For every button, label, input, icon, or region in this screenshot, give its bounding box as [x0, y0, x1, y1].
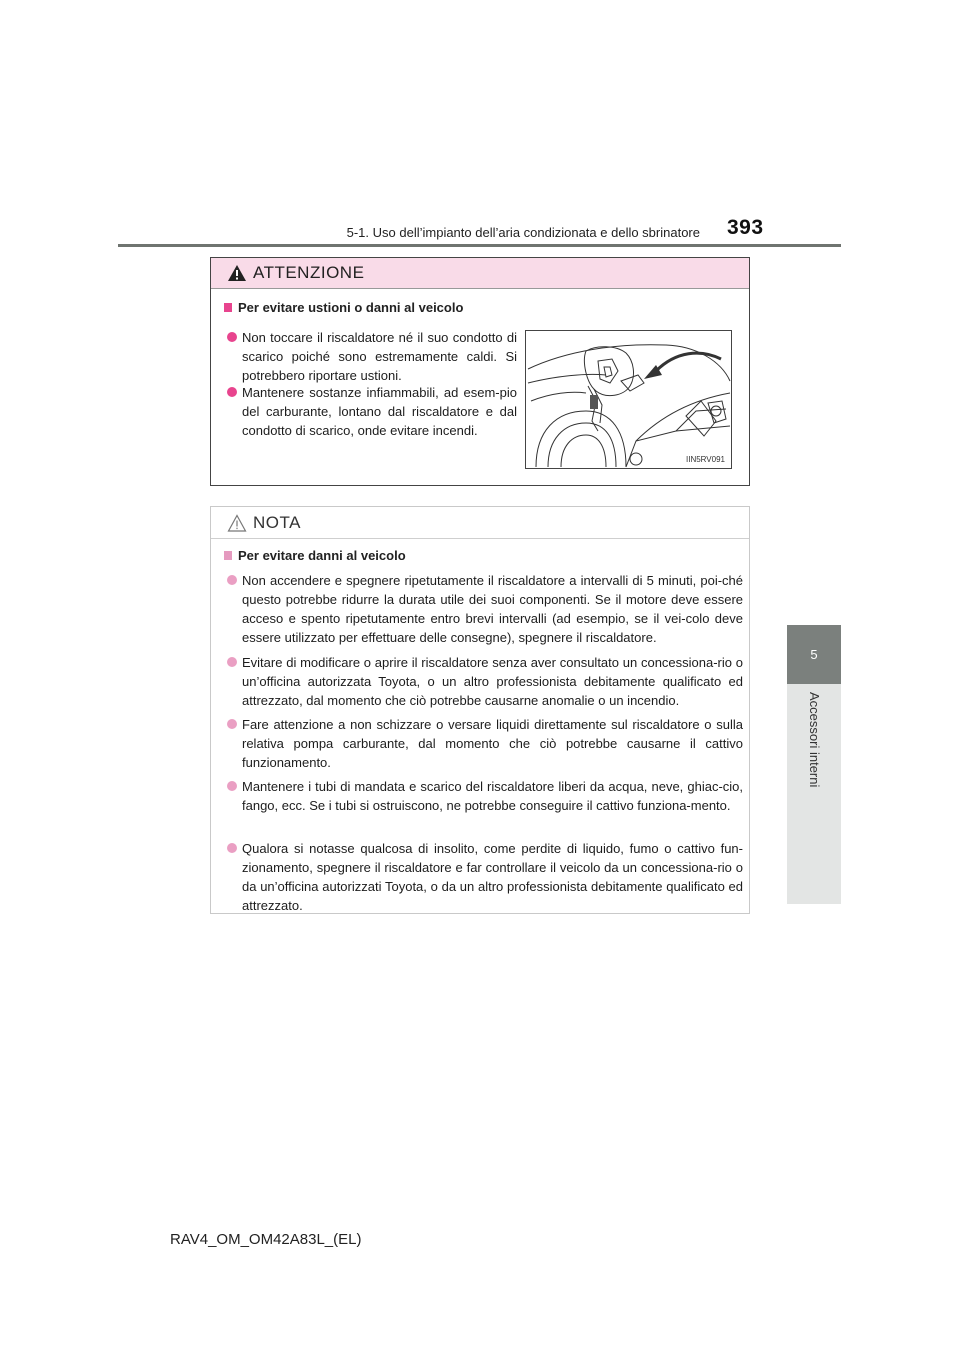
warning-box [210, 257, 750, 486]
note-bullet [242, 571, 743, 647]
square-bullet-icon [224, 303, 232, 312]
note-bullet [242, 653, 743, 710]
warning-subheading [224, 300, 463, 315]
note-box [210, 506, 750, 914]
note-bullet [242, 715, 743, 772]
note-header [211, 507, 749, 539]
figure-code: IIN5RV091 [686, 455, 725, 464]
heater-illustration [525, 330, 732, 469]
round-bullet-icon [227, 332, 237, 342]
warning-triangle-icon [227, 264, 247, 282]
warning-bullet [242, 328, 517, 385]
warning-bullet-text: Non toccare il riscaldatore né il suo condotto di scarico poiché sono estremamente caldi. Si potrebbero riportare ustioni. [242, 330, 517, 383]
round-bullet-icon [227, 657, 237, 667]
square-bullet-icon [224, 551, 232, 560]
chapter-tab-label: Accessori interni [807, 692, 822, 788]
footer-document-code: RAV4_OM_OM42A83L_(EL) [170, 1231, 362, 1248]
warning-header [211, 258, 749, 289]
caution-triangle-outline-icon [227, 514, 247, 532]
car-front-heater-drawing [526, 331, 731, 468]
note-subheading-text: Per evitare danni al veicolo [238, 548, 406, 563]
note-title: NOTA [253, 512, 301, 532]
round-bullet-icon [227, 575, 237, 585]
warning-subheading-text: Per evitare ustioni o danni al veicolo [238, 300, 464, 315]
note-bullet-text: Evitare di modificare o aprire il riscaldatore senza aver consultato un concessiona-rio o un’officina autorizzata Toyota, o un altro professionista debitamente qualificato ed attrezzato, dal momento che ciò potrebbe causarne anomalie o un incendio. [242, 655, 743, 708]
note-subheading [224, 548, 406, 563]
note-bullet-text: Qualora si notasse qualcosa di insolito, come perdite di liquido, fumo o cattivo fun-zionamento, spegnere il riscaldatore e far controllare il veicolo da un concessiona-rio o da un’officina autorizzati Toyota, o da un altro professionista debitamente qualificato ed attrezzato. [242, 841, 743, 913]
page-number: 393 [727, 216, 764, 239]
chapter-tab-number: 5 [787, 625, 841, 684]
warning-bullet-text: Mantenere sostanze infiammabili, ad esem-pio del carburante, lontano dal riscaldatore e dal condotto di scarico, onde evitare incendi. [242, 385, 517, 438]
warning-bullet [242, 383, 517, 440]
header-rule [118, 244, 841, 247]
round-bullet-icon [227, 781, 237, 791]
note-bullet-text: Mantenere i tubi di mandata e scarico del riscaldatore liberi da acqua, neve, ghiac-cio, fango, ecc. Se i tubi si ostruiscono, ne potrebbe conseguire il cattivo funziona-mento. [242, 779, 743, 813]
round-bullet-icon [227, 843, 237, 853]
round-bullet-icon [227, 387, 237, 397]
round-bullet-icon [227, 719, 237, 729]
note-bullet [242, 777, 743, 815]
note-bullet-text: Fare attenzione a non schizzare o versare liquidi direttamente sul riscaldatore o sulla relativa pompa carburante, dal momento che ciò potrebbe causarne il cattivo funzionamento. [242, 717, 743, 770]
note-bullet [242, 839, 743, 915]
note-bullet-text: Non accendere e spegnere ripetutamente il riscaldatore a intervalli di 5 minuti, poi-ché questo potrebbe ridurre la durata utile dei suoi componenti. Se il motore deve essere acceso e spento ripetutamente entro brevi intervalli (ad esempio, se il vei-colo deve essere utilizzato per effettuare delle consegne), spegnere il riscaldatore. [242, 573, 743, 645]
running-header-section: 5-1. Uso dell’impianto dell’aria condizionata e dello sbrinatore [346, 225, 700, 240]
warning-title: ATTENZIONE [253, 263, 365, 282]
